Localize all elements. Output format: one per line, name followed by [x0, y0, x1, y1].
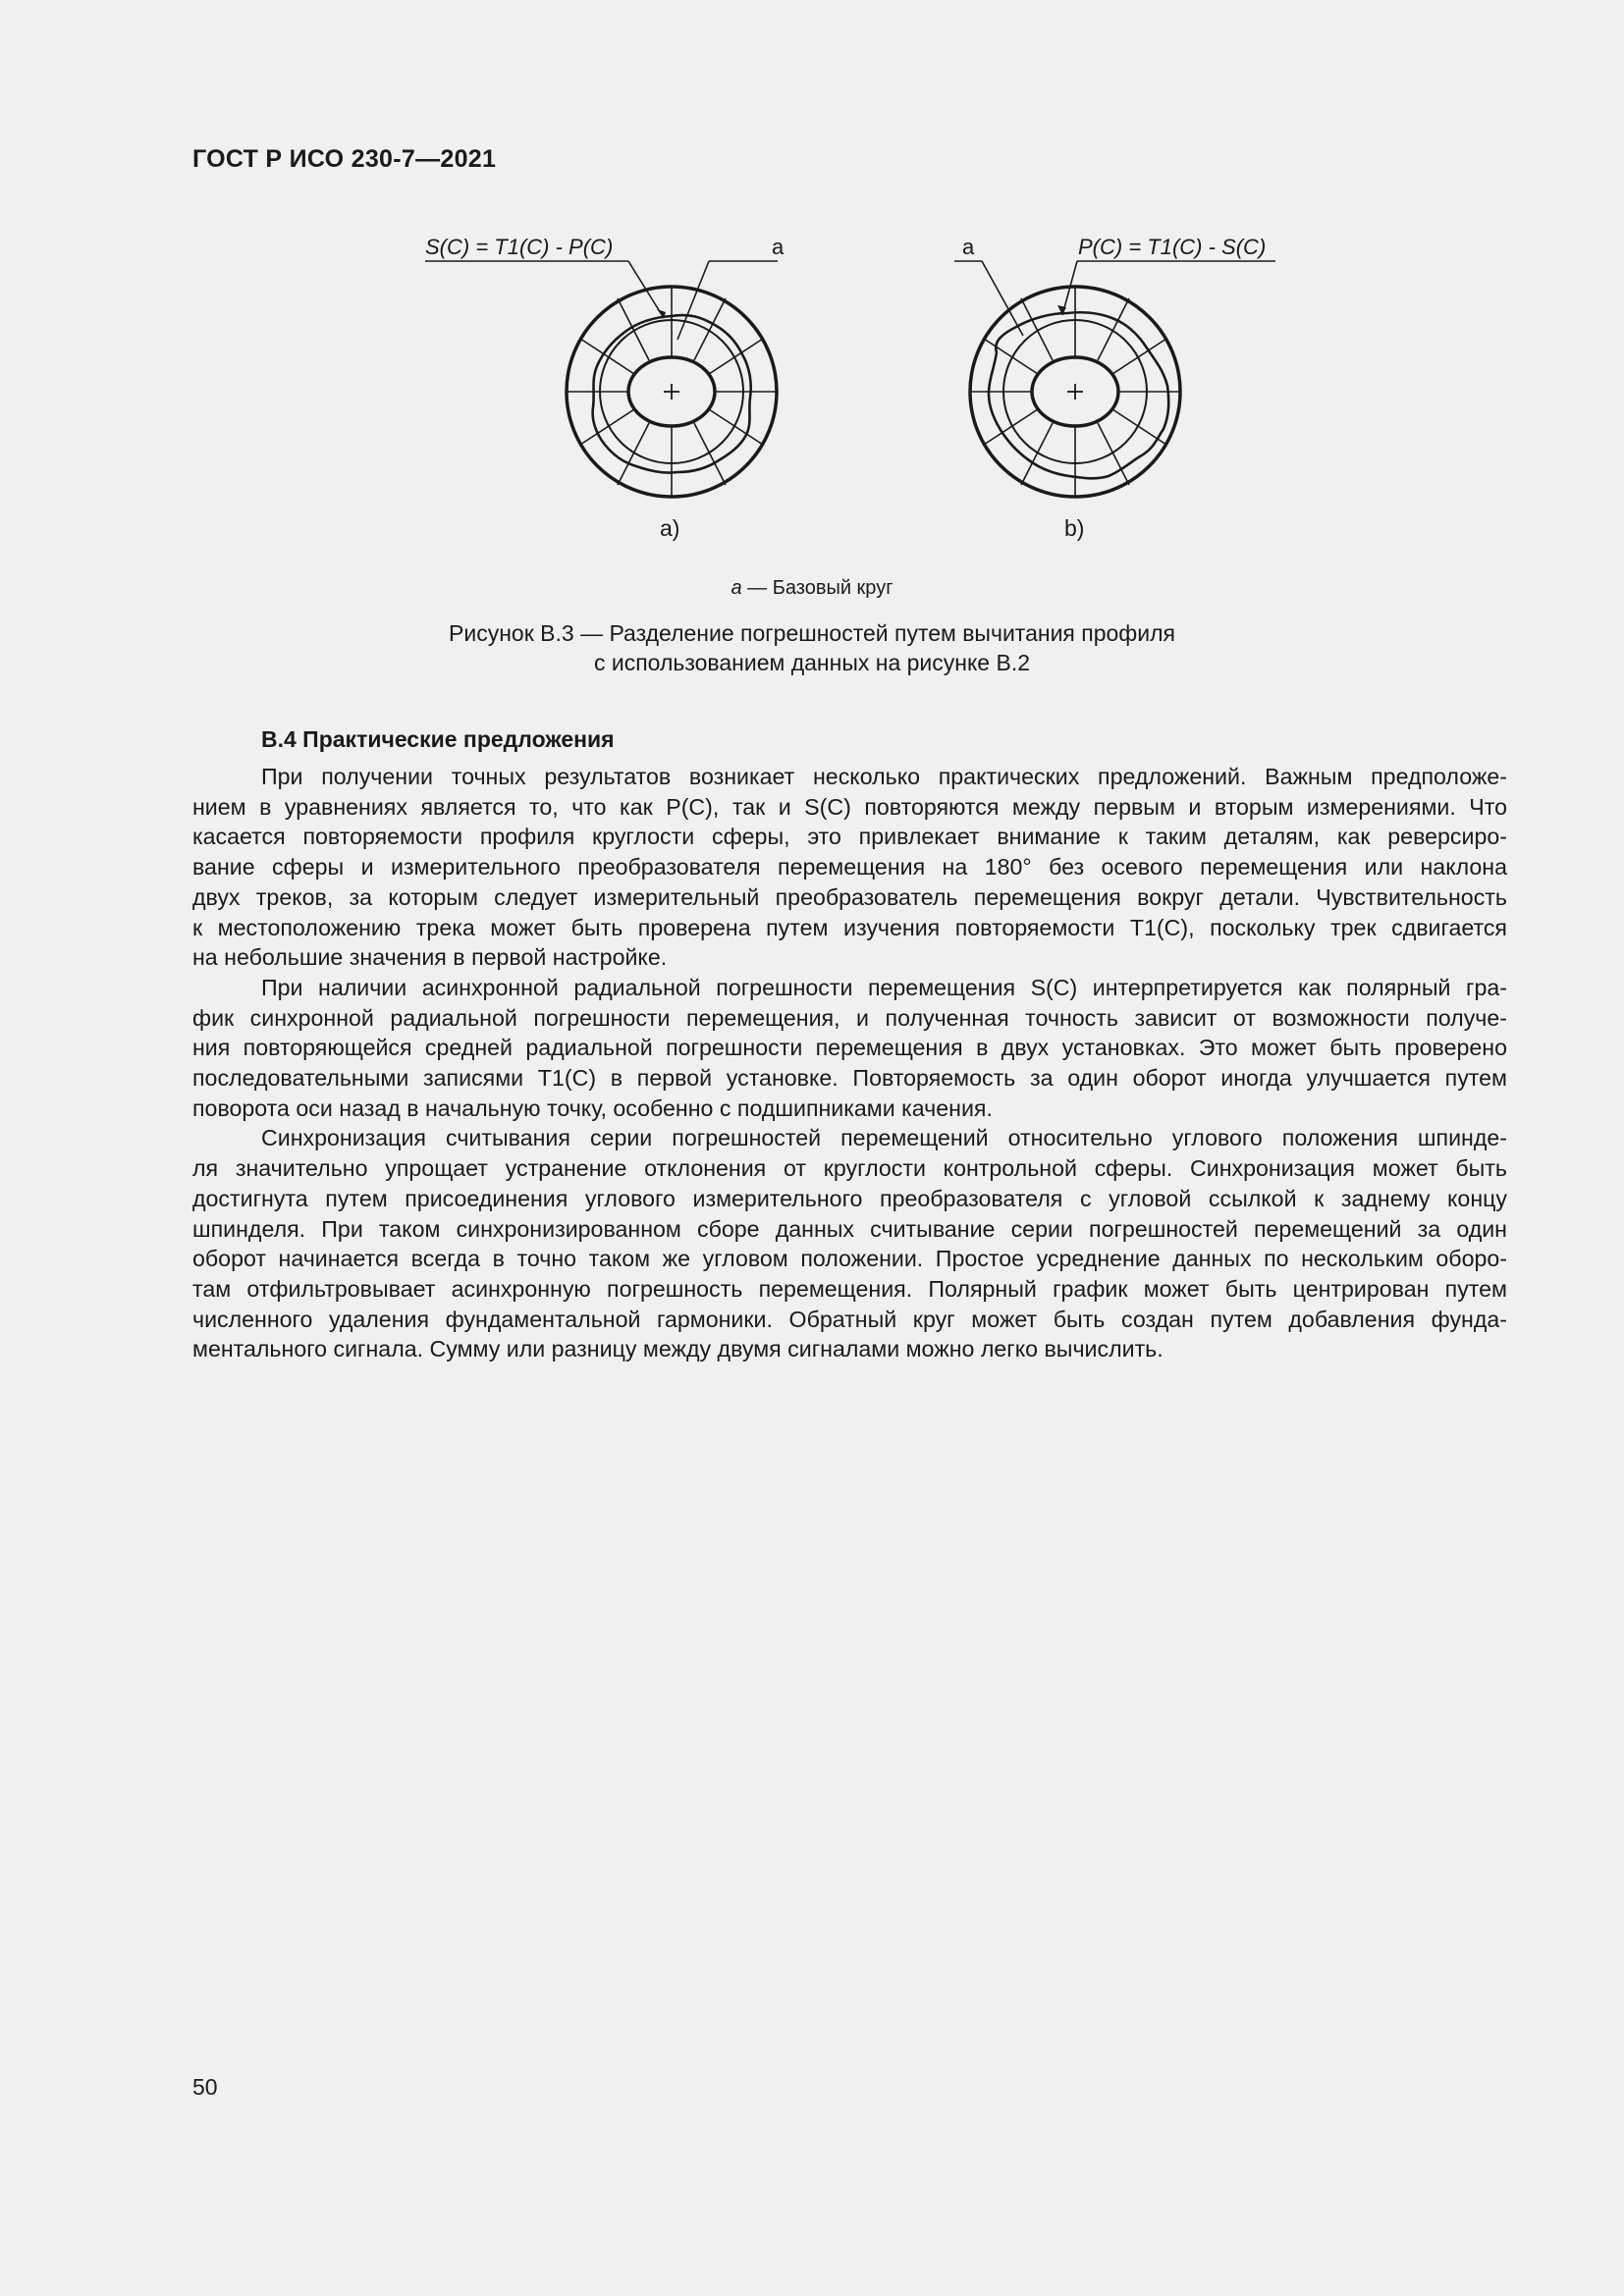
text-line: Синхронизация считывания серии погрешностей перемещений относительно углового положения шпинде- [261, 1125, 1507, 1151]
section-title: В.4 Практические предложения [261, 726, 615, 752]
paragraph [192, 1123, 1507, 1364]
text-line: ля значительно упрощает устранение отклонения от круглости контрольной сферы. Синхронизация может быть [192, 1155, 1507, 1182]
leaders-b [954, 261, 1275, 336]
figure-caption [0, 618, 1624, 677]
text-line: При получении точных результатов возникает несколько практических предложений. Важным предположе- [261, 764, 1507, 789]
document-header: ГОСТ Р ИСО 230-7—2021 [192, 145, 497, 173]
text-line: касается повторяемости профиля круглости сферы, это привлекает внимание к таким деталям, как реверсиро- [192, 824, 1507, 850]
caption-line-2: с использованием данных на рисунке В.2 [593, 650, 1031, 675]
text-line: ния повторяющейся средней радиальной погрешности перемещения в двух установках. Это может быть проверено [192, 1035, 1507, 1061]
caption-line-1: Рисунок В.3 — Разделение погрешностей путем вычитания профиля [449, 620, 1175, 646]
text-line: численного удаления фундаментальной гармоники. Обратный круг может быть создан путем добавления фунда- [192, 1306, 1507, 1332]
sublabel-b: b) [1064, 515, 1085, 541]
formula-label-b: P(C) = T1(C) - S(C) [1078, 235, 1267, 259]
legend-text: — Базовый круг [741, 577, 893, 599]
diagram-a [567, 287, 777, 497]
body-text [192, 762, 1507, 1364]
text-line: оборот начинается всегда в точно таком же угловом положении. Простое усреднение данных по нескольким оборо- [192, 1246, 1507, 1272]
diagram-b [970, 287, 1180, 497]
text-line: При наличии асинхронной радиальной погрешности перемещения S(C) интерпретируется как полярный гра- [261, 974, 1507, 1000]
formula-label-a: S(C) = T1(C) - P(C) [425, 235, 614, 259]
text-line: достигнута путем присоединения углового измерительного преобразователя с угловой ссылкой к заднему концу [192, 1185, 1507, 1211]
page-number: 50 [192, 2074, 218, 2100]
figure-b3 [393, 214, 1316, 567]
figure-legend [0, 577, 1624, 600]
paragraph [192, 762, 1507, 973]
sublabel-a: a) [660, 515, 680, 541]
text-line: нием в уравнениях является то, что как P(C), так и S(C) повторяются между первым и вторым измерениями. Что [192, 793, 1507, 820]
text-line: вание сферы и измерительного преобразователя перемещения на 180° без осевого перемещения или наклона [192, 854, 1507, 881]
text-line: двух треков, за которым следует измерительный преобразователь перемещения вокруг детали. Чувствительность [192, 883, 1507, 910]
text-line: фик синхронной радиальной погрешности перемещения, и полученная точность зависит от возможности получе- [192, 1004, 1507, 1031]
center-cross [664, 384, 679, 400]
paragraph [192, 973, 1507, 1124]
ref-label-a: a [772, 235, 785, 259]
text-line: шпинделя. При таком синхронизированном сборе данных считывание серии погрешностей перемещений за один [192, 1215, 1507, 1242]
text-line: там отфильтровывает асинхронную погрешность перемещения. Полярный график может быть центрирован путем [192, 1275, 1507, 1302]
text-line: на небольшие значения в первой настройке. [192, 944, 668, 971]
text-line: к местоположению трека может быть проверена путем изучения повторяемости T1(C), поскольку трек сдвигается [192, 914, 1507, 940]
ref-label-b: a [962, 235, 975, 259]
text-line: поворота оси назад в начальную точку, особенно с подшипниками качения. [192, 1095, 993, 1121]
profile-curve [989, 312, 1168, 478]
text-line: последовательными записями T1(C) в первой установке. Повторяемость за один оборот иногда улучшается путем [192, 1065, 1507, 1092]
figure-drawing [393, 214, 1316, 567]
legend-key: a [731, 577, 742, 599]
text-line: ментального сигнала. Сумму или разницу между двумя сигналами можно легко вычислить. [192, 1336, 1164, 1362]
center-cross [1067, 384, 1083, 400]
